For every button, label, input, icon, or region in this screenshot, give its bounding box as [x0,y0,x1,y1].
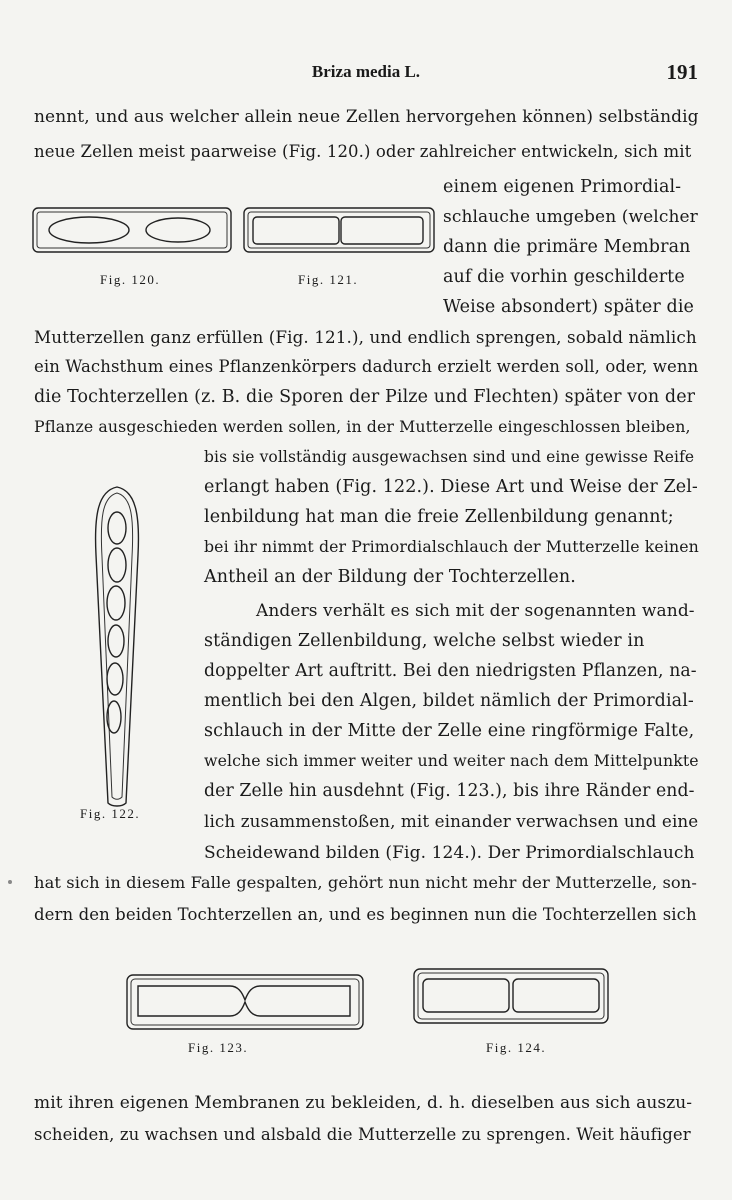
figure-123-caption: Fig. 123. [188,1040,249,1055]
text-line: schlauche umgeben (welcher [443,207,698,227]
text-line: doppelter Art auftritt. Bei den niedrigsten Pflanzen, na- [204,661,697,681]
figure-120-caption: Fig. 120. [100,272,161,287]
text-line: bis sie vollständig ausgewachsen sind und eine gewisse Reife [204,448,695,466]
figure-124-drawing [413,968,609,1024]
text-line: nennt, und aus welcher allein neue Zellen hervorgehen können) selbständig [34,107,699,127]
text-line: ein Wachsthum eines Pflanzenkörpers dadurch erzielt werden soll, oder, wenn [34,357,699,376]
text-line: Weise absondert) später die [443,297,694,317]
text-line: mentlich bei den Algen, bildet nämlich der Primordial- [204,691,694,711]
text-line: die Tochterzellen (z. B. die Sporen der Pilze und Flechten) später von der [34,387,696,407]
text-line: ständigen Zellenbildung, welche selbst wieder in [204,631,645,651]
text-line: dann die primäre Membran [443,237,691,257]
text-line: mit ihren eigenen Membranen zu bekleiden, d. h. dieselben aus sich auszu- [34,1093,693,1113]
text-line: Mutterzellen ganz erfüllen (Fig. 121.), und endlich sprengen, sobald nämlich [34,327,697,347]
text-line: Scheidewand bilden (Fig. 124.). Der Primordialschlauch [204,843,695,863]
text-line: scheiden, zu wachsen und alsbald die Mutterzelle zu sprengen. Weit häufiger [34,1125,691,1144]
figure-120-drawing [32,207,232,253]
text-line: erlangt haben (Fig. 122.). Diese Art und Weise der Zel- [204,477,698,497]
page-number: 191 [666,60,698,84]
text-line: dern den beiden Tochterzellen an, und es beginnen nun die Tochterzellen sich [34,905,697,924]
figure-122-drawing [92,485,142,807]
text-line: lich zusammenstoßen, mit einander verwachsen und eine [204,811,699,831]
figure-121-drawing [243,207,435,253]
figure-122-caption: Fig. 122. [80,806,141,821]
figure-123-drawing [126,974,364,1030]
text-line: auf die vorhin geschilderte [443,267,685,287]
margin-mark [8,880,12,884]
text-line: einem eigenen Primordial- [443,177,682,197]
text-line: neue Zellen meist paarweise (Fig. 120.) oder zahlreicher entwickeln, sich mit [34,142,692,161]
running-header-title: Briza media L. [311,62,421,81]
text-line: Pflanze ausgeschieden werden sollen, in der Mutterzelle eingeschlossen bleiben, [34,417,691,436]
text-line: bei ihr nimmt der Primordialschlauch der Mutterzelle keinen [204,537,699,556]
text-line: hat sich in diesem Falle gespalten, gehört nun nicht mehr der Mutterzelle, son- [34,873,697,892]
text-line: lenbildung hat man die freie Zellenbildung genannt; [204,507,674,527]
text-line: der Zelle hin ausdehnt (Fig. 123.), bis ihre Ränder end- [204,781,695,801]
text-line: welche sich immer weiter und weiter nach dem Mittelpunkte [204,751,699,770]
text-line: Antheil an der Bildung der Tochterzellen. [204,567,576,587]
figure-124-caption: Fig. 124. [486,1040,547,1055]
figure-121-caption: Fig. 121. [298,272,359,287]
text-line: Anders verhält es sich mit der sogenannten wand- [256,601,695,621]
text-line: schlauch in der Mitte der Zelle eine ringförmige Falte, [204,721,695,741]
